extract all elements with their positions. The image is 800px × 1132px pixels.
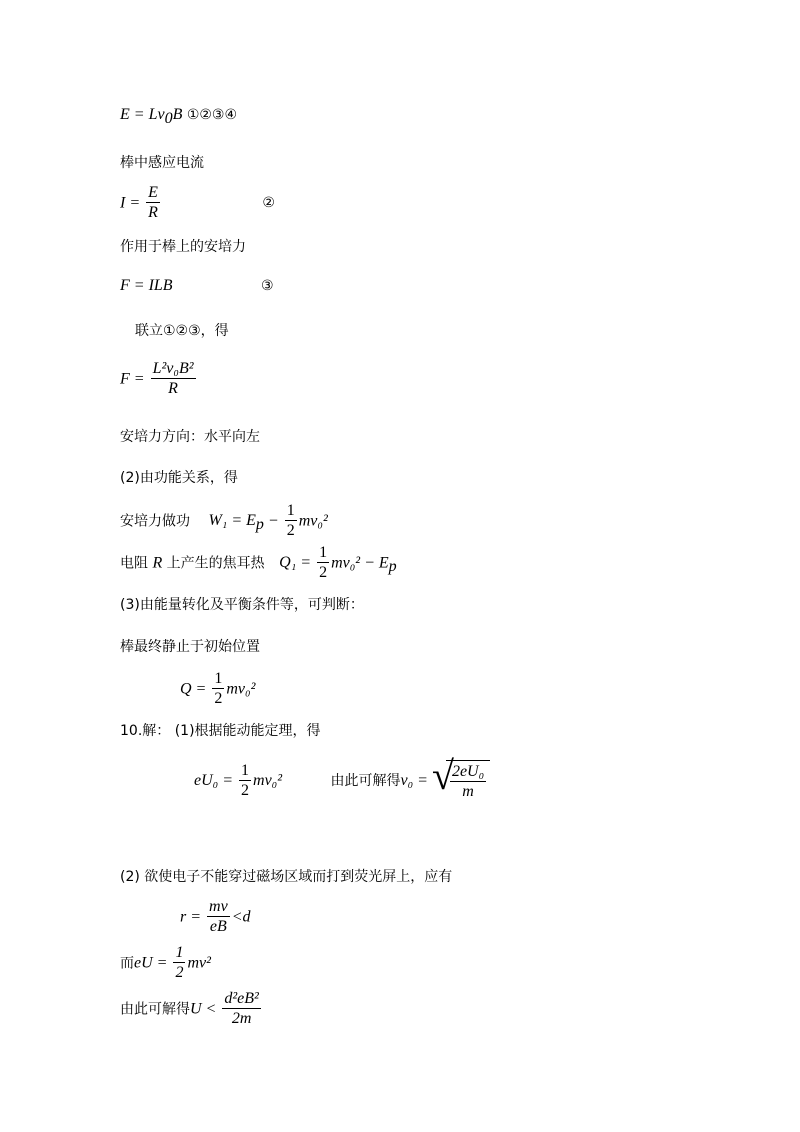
denominator: 2 — [175, 964, 184, 982]
fraction — [239, 762, 251, 801]
fraction — [146, 184, 160, 223]
numerator: L²v₀B² — [152, 360, 194, 377]
equation-energy — [194, 753, 490, 802]
fraction — [151, 360, 196, 399]
denominator: eB — [207, 916, 230, 936]
energy-tail: mv₀² — [253, 771, 283, 789]
fraction — [450, 763, 486, 802]
q-tail: mv₀² — [226, 680, 256, 698]
kinetic-lhs: eU = — [134, 954, 172, 972]
denominator: 2 — [286, 522, 295, 540]
fraction — [212, 670, 224, 709]
equation-work — [120, 502, 328, 541]
text-induced-current: 棒中感应电流 — [120, 155, 204, 171]
numerator: mv — [209, 898, 228, 915]
radius-tail: <d — [231, 908, 251, 926]
equation-voltage-bound — [120, 990, 263, 1029]
numerator: d²eB² — [224, 990, 259, 1007]
velocity-lhs: v₀ = — [400, 771, 432, 789]
fraction — [173, 944, 185, 983]
resistor-symbol: R — [152, 554, 163, 572]
and-label: 而 — [120, 955, 134, 972]
equation-joule-heat — [120, 544, 397, 583]
force-lhs: F = — [120, 370, 149, 388]
work-formula: W₁ = E — [208, 512, 256, 530]
equation-current — [120, 184, 275, 223]
denominator: 2 — [319, 564, 328, 582]
voltage-lhs: U < — [190, 1000, 221, 1018]
q-lhs: Q = — [180, 680, 211, 698]
fraction — [207, 898, 230, 937]
equation-force — [120, 277, 274, 295]
text-ampere-force: 作用于棒上的安培力 — [120, 239, 246, 255]
numerator: 1 — [286, 502, 295, 519]
sqrt-sign: √ — [431, 753, 454, 798]
emf-formula: E = Lv — [120, 106, 165, 123]
radius-lhs: r = — [180, 908, 206, 926]
denominator: 2m — [222, 1008, 260, 1028]
numerator: 1 — [175, 944, 184, 961]
equation-marks: ①②③④ — [186, 107, 238, 123]
energy-lhs: eU₀ = — [194, 771, 238, 789]
subscript: p — [388, 558, 397, 576]
kinetic-tail: mv² — [187, 954, 211, 972]
work-tail: mv₀² — [298, 512, 328, 530]
work-label: 安培力做功 — [120, 513, 190, 530]
text-part3: (3)由能量转化及平衡条件等，可判断： — [120, 597, 364, 613]
numerator: 1 — [214, 670, 223, 687]
fraction — [222, 990, 260, 1029]
text-part2: (2)由功能关系，得 — [120, 470, 238, 486]
equation-total-heat — [180, 670, 255, 709]
solve-label: 由此可解得 — [330, 772, 401, 789]
equation-mark: ② — [262, 195, 275, 212]
solve-label: 由此可解得 — [120, 1001, 190, 1018]
numerator: 2eU₀ — [451, 763, 485, 780]
text-final-position: 棒最终静止于初始位置 — [120, 639, 260, 655]
heat-tail: mv₀² − E — [331, 554, 389, 572]
numerator: 1 — [241, 761, 250, 779]
text-combine: 联立①②③，得 — [135, 323, 229, 339]
force-formula: F = ILB — [120, 277, 173, 294]
equation-force-result — [120, 360, 198, 399]
current-lhs: I = — [120, 194, 145, 212]
sqrt — [431, 753, 490, 802]
text-q10-part2: (2) 欲使电子不能穿过磁场区域而打到荧光屏上，应有 — [120, 869, 453, 885]
heat-label-b: 上产生的焦耳热 — [162, 555, 265, 572]
equation-mark: ③ — [261, 278, 274, 294]
numerator: E — [148, 184, 158, 201]
emf-b: B — [172, 106, 183, 123]
text-q10-part1: 10.解： (1)根据能动能定理，得 — [120, 723, 321, 739]
heat-formula: Q₁ = — [279, 554, 316, 572]
text-force-direction: 安培力方向：水平向左 — [120, 429, 260, 445]
fraction — [285, 502, 297, 541]
minus: − — [263, 512, 283, 530]
numerator: 1 — [319, 544, 328, 561]
denominator: R — [148, 204, 158, 222]
equation-kinetic — [120, 944, 211, 983]
denominator: 2 — [241, 781, 250, 799]
denominator: m — [450, 781, 486, 801]
equation-emf — [120, 106, 237, 128]
heat-label-a: 电阻 — [120, 555, 153, 572]
subscript: 0 — [164, 109, 173, 127]
equation-radius — [180, 898, 250, 937]
denominator: 2 — [214, 690, 223, 708]
subscript: p — [255, 516, 264, 534]
denominator: R — [151, 378, 196, 398]
fraction — [317, 544, 329, 583]
